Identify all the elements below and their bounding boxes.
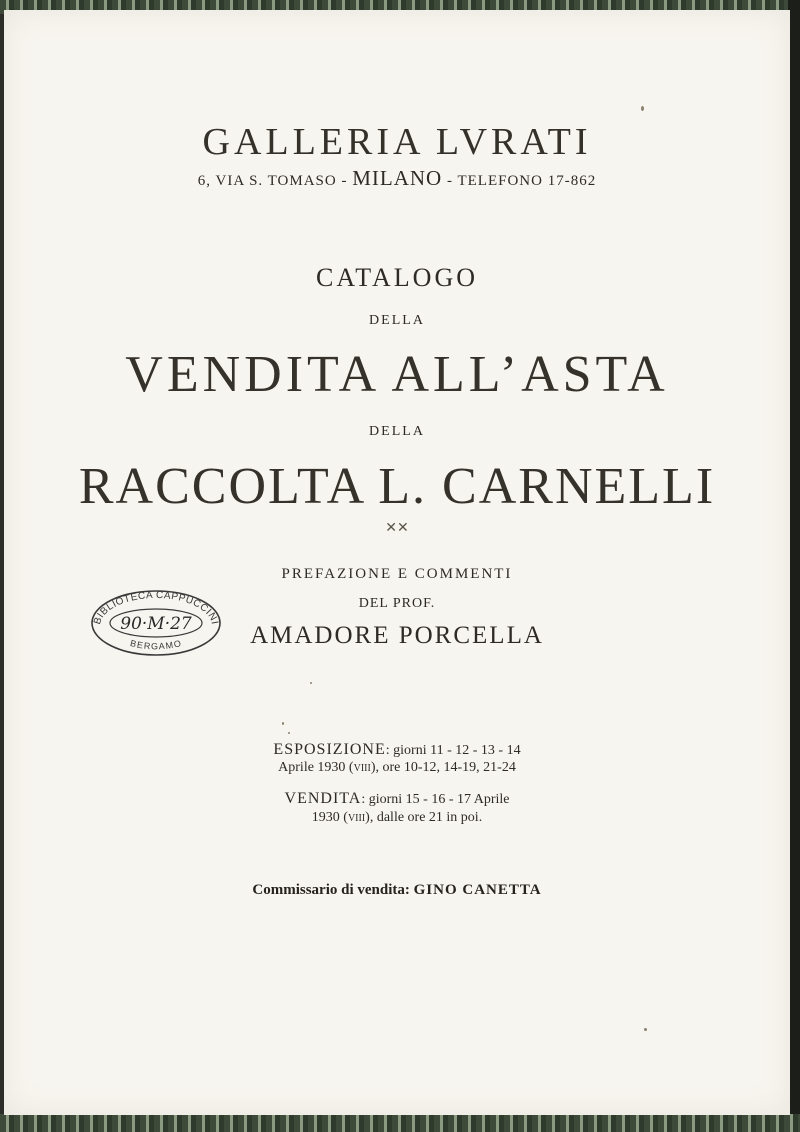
- collection-title: RACCOLTA L. CARNELLI: [78, 458, 716, 515]
- exhibition-line-1: [4, 741, 790, 759]
- sale-line-1: [4, 790, 790, 808]
- preface-label: PREFAZIONE E COMMENTI: [281, 566, 513, 582]
- gallery-address: [4, 166, 790, 191]
- catalog-heading: CATALOGO: [315, 263, 479, 292]
- auctioneer-name: GINO CANETTA: [413, 882, 542, 898]
- sale-hours: ), dalle ore 21 in poi.: [365, 810, 483, 825]
- title-page: [4, 10, 790, 1115]
- sale-days: : giorni 15 - 16 - 17 Aprile: [361, 792, 510, 807]
- exhibition-label: ESPOSIZIONE: [273, 741, 386, 758]
- address-city: MILANO: [352, 166, 443, 190]
- sale-line-2: [4, 810, 790, 826]
- sale-label: VENDITA: [284, 790, 362, 807]
- auctioneer-label: Commissario di vendita:: [252, 882, 414, 898]
- auction-title: VENDITA ALL’ASTA: [125, 346, 669, 403]
- prof-label: DEL PROF.: [358, 596, 436, 611]
- author-name: AMADORE PORCELLA: [250, 622, 544, 649]
- exhibition-line-2: [4, 760, 790, 776]
- della-label-1: DELLA: [369, 313, 425, 328]
- stamp-bottom-text: BERGAMO: [129, 637, 183, 652]
- exhibition-month: Aprile 1930 (: [278, 760, 354, 775]
- sale-era: VIII: [347, 813, 366, 824]
- exhibition-days: : giorni 11 - 12 - 13 - 14: [385, 743, 521, 758]
- stamp-shelfmark: 90·M·27: [120, 614, 192, 634]
- svg-text:BERGAMO: [129, 638, 183, 651]
- ornament-divider: ✕✕: [385, 520, 409, 536]
- exhibition-hours: ), ore 10-12, 14-19, 21-24: [370, 760, 516, 775]
- library-stamp-icon: [88, 588, 224, 658]
- stamp-top-text: BIBLIOTECA CAPPUCCINI: [92, 589, 220, 626]
- della-label-2: DELLA: [369, 424, 425, 439]
- address-street: 6, VIA S. TOMASO -: [197, 173, 353, 189]
- exhibition-era: VIII: [353, 763, 371, 774]
- gallery-name: GALLERIA LVRATI: [202, 121, 592, 163]
- decorative-border-bottom: [0, 1114, 800, 1132]
- sale-year: 1930 (: [311, 810, 348, 825]
- auctioneer-line: [4, 882, 790, 899]
- address-phone: - TELEFONO 17-862: [442, 173, 597, 189]
